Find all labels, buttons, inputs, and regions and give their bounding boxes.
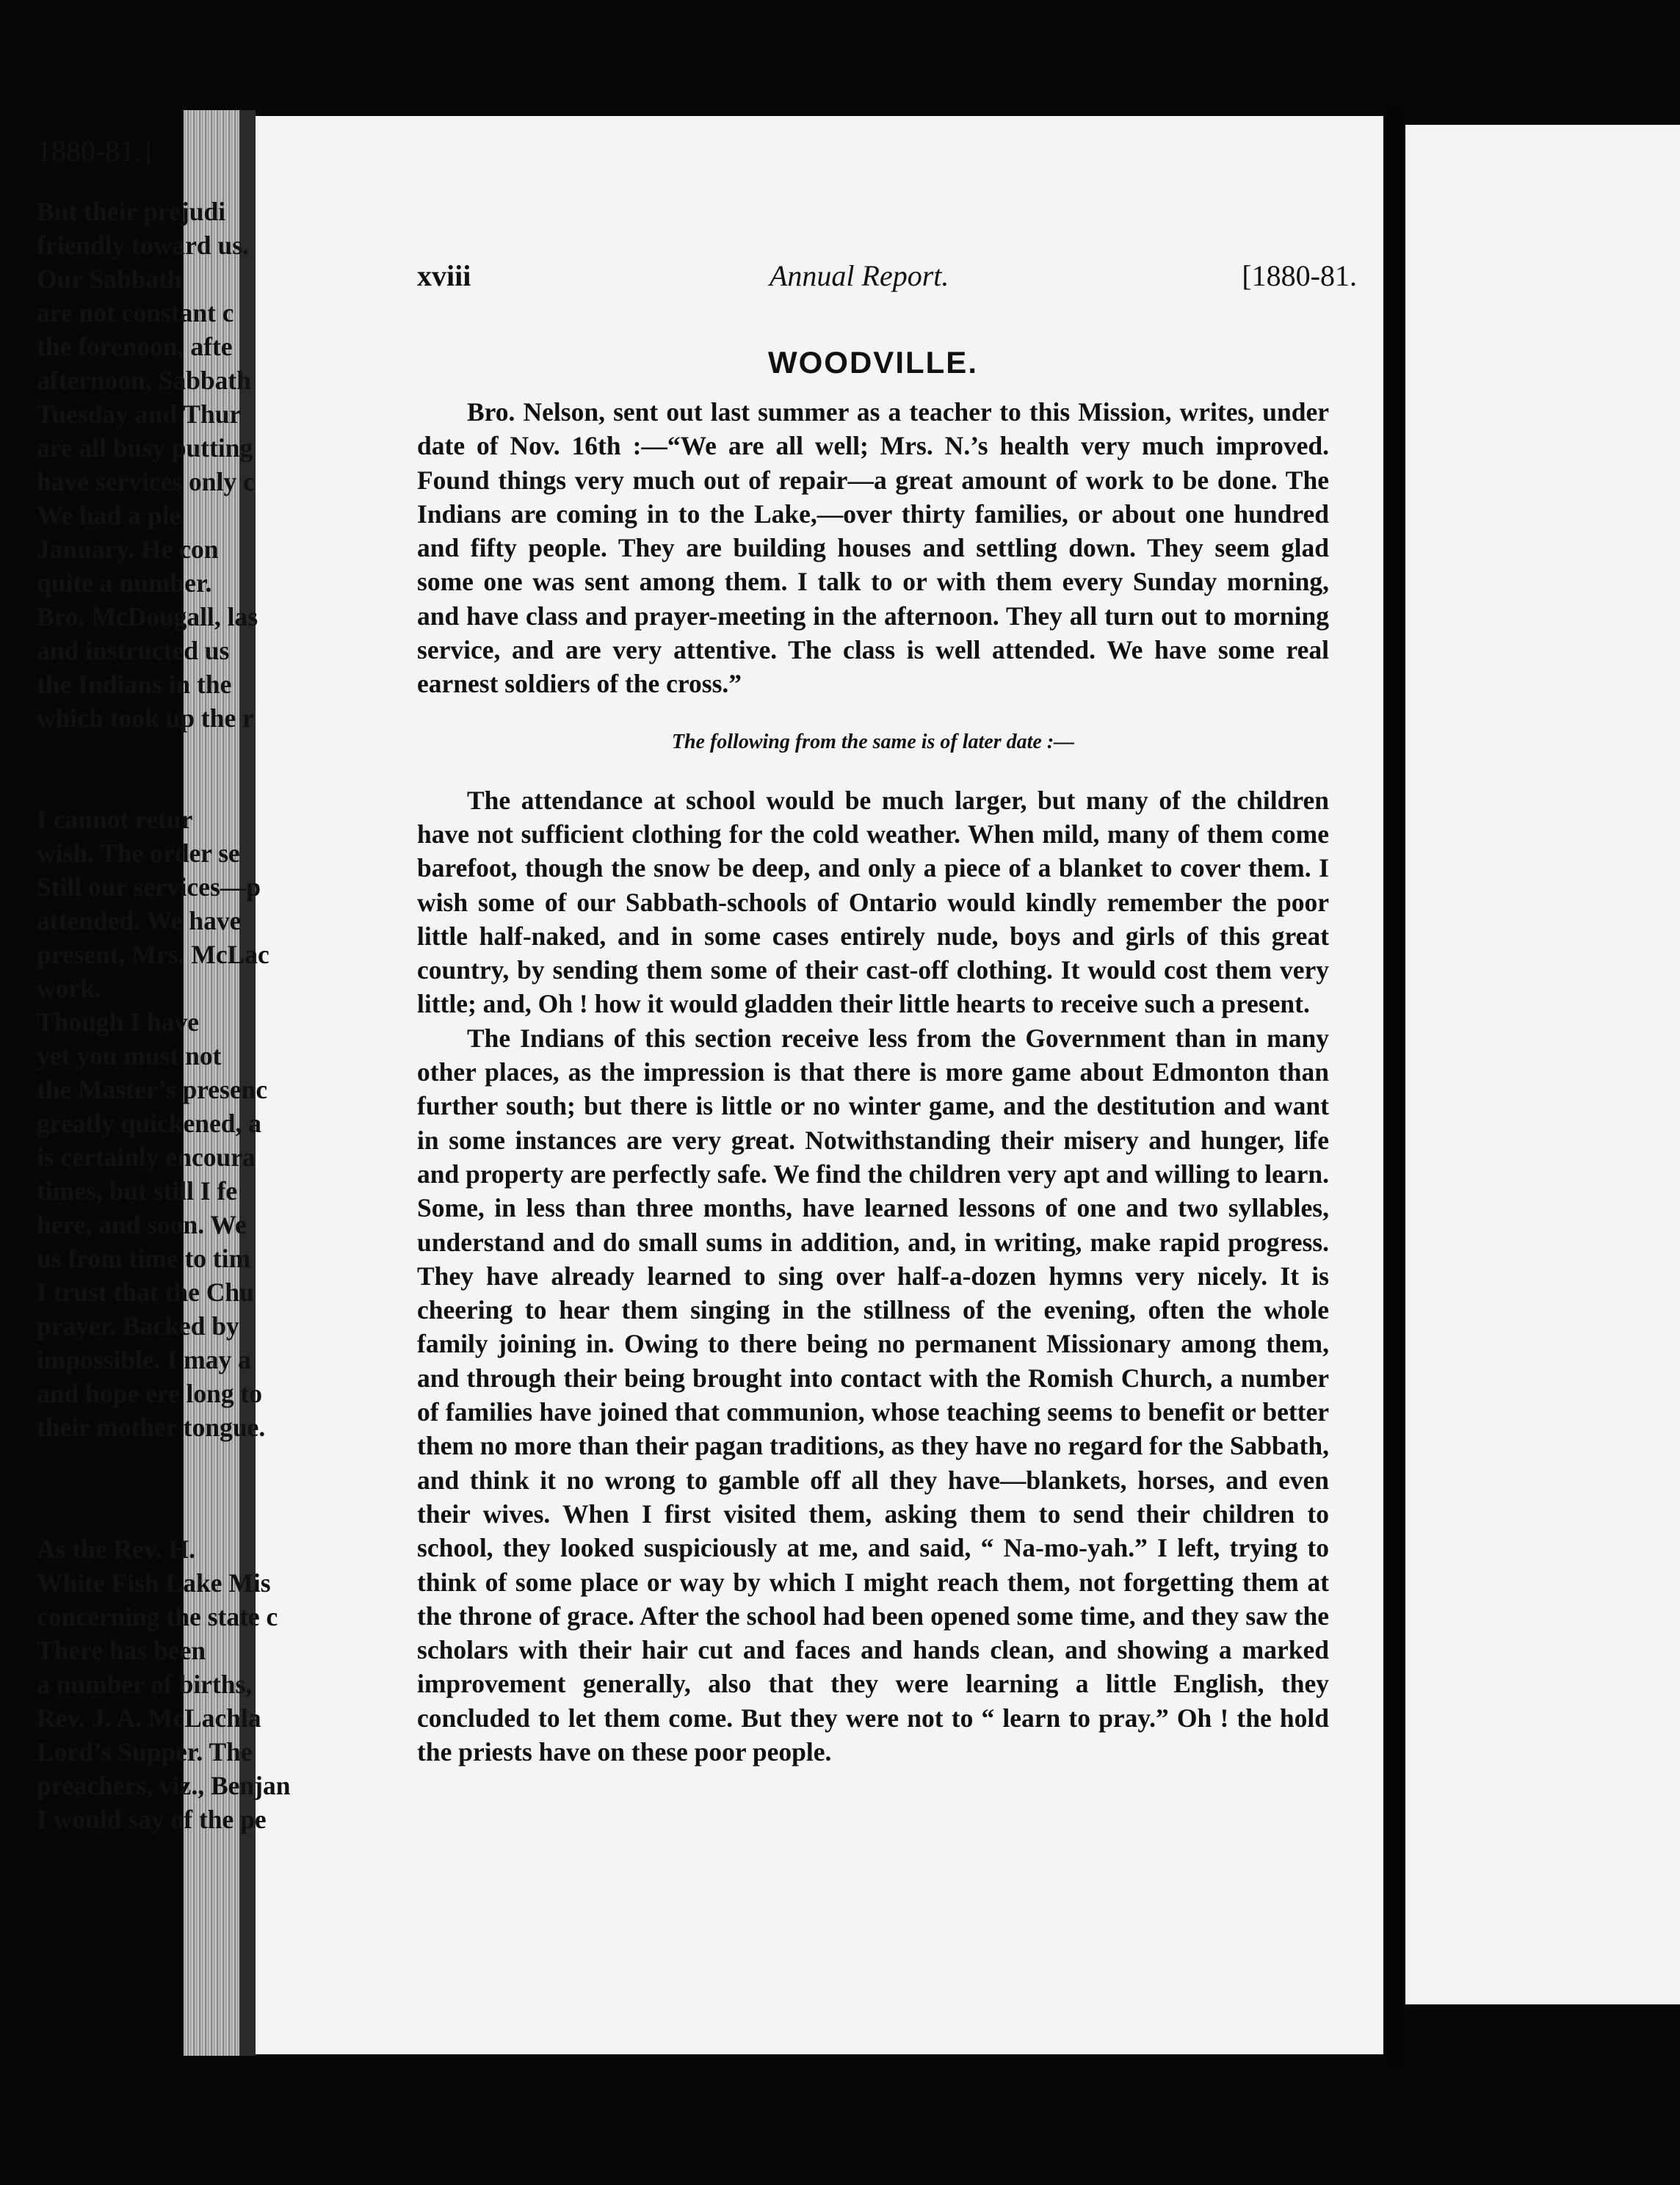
right-page-line: White Fish Lake Mis <box>37 1568 271 1598</box>
right-page-line: Though I have <box>37 1007 199 1037</box>
paragraph-3: The Indians of this section receive less from the Government than in many other places, as the impression is that there is more game about Edmonton than further south; but there is little or no winter game, and the destitution and want in some instances are very great. Notwithstanding their misery and hunger, life and property are perfectly safe. We find the children very apt and willing to learn. Some, in less than three months, have learned lessons of one and two syllables, understand and do small sums in addition, and, in writing, make rapid progress. They have already learned to sing over half-a-dozen hymns very nicely. It is cheering to hear them singing in the stillness of the evening, often the whole family joining in. Owing to there being no permanent Missionary among them, and through their being brought into contact with the Romish Church, a number of families have joined that communion, whose teaching seems to benefit or better them no more than their pagan traditions, as they have no regard for the Sabbath, and think it no wrong to gamble off all they have—blankets, horses, and even their wives. When I first visited them, asking them to send their children to school, they looked suspiciously at me, and said, “ Na-mo-yah.” I left, trying to think of some place or way by which I might reach them, not forgetting them at the throne of grace. After the school had been opened some time, and they saw the scholars with their hair cut and faces and hands clean, and showing a marked improvement generally, also that they were learning a little English, they concluded to let them come. But they were not to “ learn to pray.” Oh ! the hold the priests have on these poor people. <box>417 1023 1329 1767</box>
right-page-line: Still our services—p <box>37 872 261 902</box>
year-label: [1880-81. <box>1242 259 1357 292</box>
running-head <box>417 258 1357 302</box>
right-page-line: We had a ple <box>37 501 181 530</box>
page-number: xviii <box>417 259 471 292</box>
right-page-line: a number of births, <box>37 1670 253 1699</box>
right-page-line: yet you must not <box>37 1041 222 1070</box>
right-page-line: quite a number. <box>37 568 212 598</box>
right-page-line: and hope ere long to <box>37 1379 263 1408</box>
right-page-line: preachers, viz., Benjan <box>37 1771 291 1800</box>
right-page-line: and instructed us <box>37 636 230 665</box>
right-page-line: friendly toward us. <box>37 231 249 260</box>
right-page-line: their mother tongue. <box>37 1413 266 1442</box>
right-page-line: is certainly encoura <box>37 1142 256 1172</box>
right-page-line: are all busy putting <box>37 433 253 463</box>
right-page <box>1405 125 1680 2004</box>
right-page-line: the forenoon, afte <box>37 332 233 361</box>
right-page-line: afternoon, Sabbath <box>37 366 251 395</box>
right-page-line: Lord’s Supper. The <box>37 1737 253 1767</box>
book-gutter <box>1383 103 1405 2070</box>
right-page-line: January. He con <box>37 535 219 564</box>
right-page-line: attended. We have <box>37 906 242 935</box>
right-page-line: concerning the state c <box>37 1602 278 1631</box>
paragraph-1: Bro. Nelson, sent out last summer as a teacher to this Mission, writes, under date of Nov. 16th :—“We are all well; Mrs. N.’s health very much improved. Found things very much out of repair—a great amount of work to be done. The Indians are coming in to the Lake,—over thirty families, or about one hundred and fifty people. They are building houses and settling down. They seem glad some one was sent among them. I talk to or with them every Sunday morning, and have class and prayer-meeting in the afternoon. They all turn out to morning service, and are very attentive. The class is well attended. We have some real earnest soldiers of the cross.” <box>417 397 1329 699</box>
right-text-group-2 <box>37 802 477 1444</box>
right-text-group-1 <box>37 195 477 735</box>
paragraph-2: The attendance at school would be much larger, but many of the children have not sufficient clothing for the cold weather. When mild, many of them come barefoot, though the snow be deep, and only a piece of a blanket to cover them. I wish some of our Sabbath-schools of Ontario would kindly remember the poor little half-naked, and in some cases entirely nude, boys and girls of this great country, by sending them some of their cast-off clothing. It would cost them very little; and, Oh ! how it would gladden their little hearts to receive such a present. <box>417 785 1329 1019</box>
right-page-line: Bro. McDougall, las <box>37 602 258 631</box>
right-page-line: Tuesday and Thur <box>37 399 242 429</box>
running-title: Annual Report. <box>770 259 949 292</box>
right-page-line: impossible. I may a <box>37 1345 251 1374</box>
right-page-line: I trust that the Chu <box>37 1278 254 1307</box>
section-title: WOODVILLE. <box>768 345 978 380</box>
right-page-line: I would say of the pe <box>37 1805 267 1834</box>
right-page-line: But their prejudi <box>37 197 226 226</box>
right-text-group-3 <box>37 1532 477 1836</box>
left-page-text <box>417 338 1329 1769</box>
right-page-line: times, but still I fe <box>37 1176 238 1206</box>
right-page-line: Rev. J. A. McLachla <box>37 1703 261 1733</box>
right-page-line: greatly quickened, a <box>37 1109 262 1138</box>
subheading: The following from the same is of later date :— <box>671 730 1075 753</box>
right-page-line: There has been <box>37 1636 206 1665</box>
right-page-line: wish. The order se <box>37 838 240 868</box>
right-page-line: here, and soon. We <box>37 1210 247 1239</box>
right-page-line: have services only c <box>37 467 255 496</box>
right-page-line: the Master’s presenc <box>37 1075 268 1104</box>
right-page-line: the Indians in the <box>37 670 232 699</box>
right-page-line: prayer. Backed by <box>37 1311 239 1341</box>
right-page-line: us from time to tim <box>37 1244 251 1273</box>
right-page-text <box>37 195 477 1836</box>
right-page-line: work. <box>37 974 101 1003</box>
right-page-line: which took up the r <box>37 703 254 733</box>
right-page-line: Our Sabbath <box>37 264 182 294</box>
right-page-line: I cannot retur <box>37 805 193 834</box>
right-page-line: present, Mrs. McLac <box>37 940 269 969</box>
right-page-line: As the Rev. H. <box>37 1534 195 1564</box>
right-page-head: 1880-81.] <box>37 134 152 167</box>
right-page-line: are not constant c <box>37 298 234 327</box>
